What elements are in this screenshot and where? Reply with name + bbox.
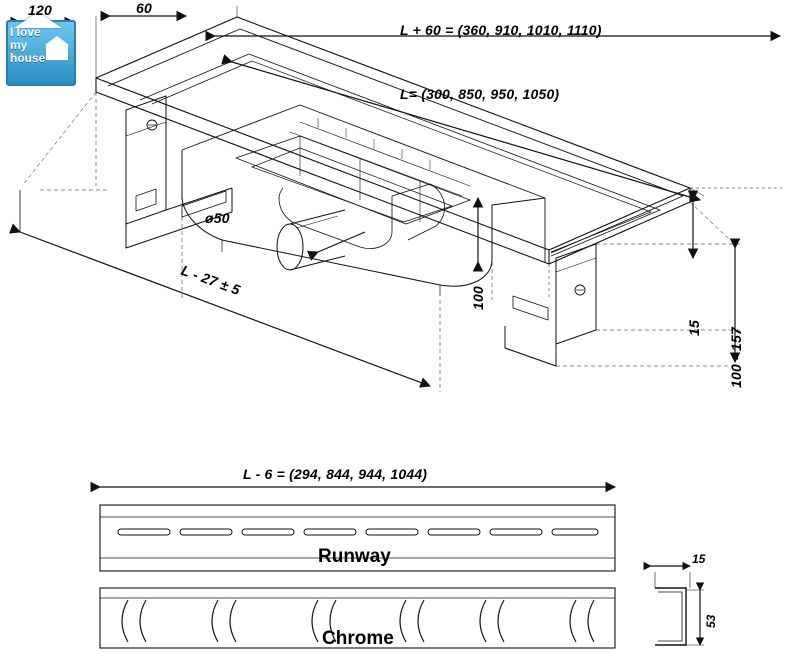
dim-width-53: 53 [704, 614, 718, 628]
drain-body-isometric [22, 6, 782, 392]
dim-width-120: 120 [28, 2, 52, 18]
logo-line-2: my [10, 38, 28, 52]
dim-grate-length: L - 6 = (294, 844, 944, 1044) [243, 466, 428, 482]
dim-depth-100: 100 [470, 286, 486, 310]
dimension-lines-top [20, 16, 780, 386]
dim-bracket-span: L - 27 ± 5 [179, 261, 243, 299]
dim-width-60: 60 [136, 0, 152, 16]
dim-height-15: 15 [686, 320, 702, 336]
label-chrome: Chrome [322, 628, 394, 649]
dim-overall-length: L + 60 = (360, 910, 1010, 1110) [400, 22, 602, 38]
dim-outlet-diameter: ø50 [205, 210, 230, 226]
label-runway: Runway [318, 546, 391, 567]
dim-channel-length: L= (300, 850, 950, 1050) [400, 86, 560, 102]
logo-line-3: house [10, 51, 46, 65]
logo-line-1: I love [10, 25, 41, 39]
logo-text [10, 26, 68, 65]
dim-height-range: 100 - 157 [728, 327, 744, 388]
dim-thickness-15: 15 [692, 552, 706, 566]
profile-section-view [651, 566, 704, 645]
